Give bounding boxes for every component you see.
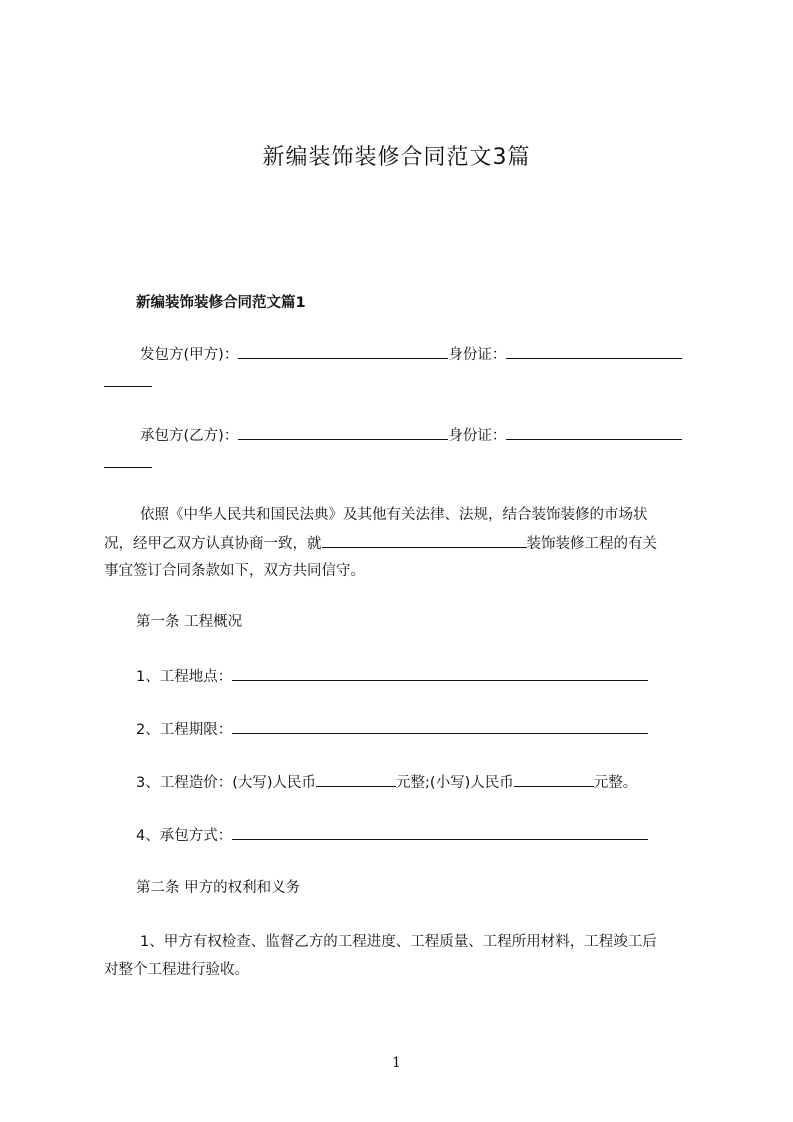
party-a-label: 发包方(甲方)： (140, 347, 239, 363)
article-2-item-1-line-1: 1、甲方有权检查、监督乙方的工程进度、工程质量、工程所用材料，工程竣工后 (140, 934, 657, 950)
party-b-id-blank (506, 425, 682, 440)
project-cost-suffix: 元整。 (593, 775, 638, 791)
cost-numeric-blank (514, 772, 594, 787)
party-a-name-blank (238, 344, 448, 359)
contract-method-label: 4、承包方式： (136, 828, 233, 844)
article-1-item-4 (136, 825, 648, 846)
preamble-line-2 (104, 533, 657, 554)
party-b-id-blank-cont (104, 453, 152, 474)
preamble-line-1: 依照《中华人民共和国民法典》及其他有关法律、法规，结合装饰装修的市场状 (140, 507, 648, 523)
project-location-blank (232, 666, 648, 681)
project-location-label: 1、工程地点： (136, 669, 233, 685)
party-a-id-label: 身份证： (448, 347, 507, 363)
contract-method-blank (232, 825, 648, 840)
section-heading: 新编装饰装修合同范文篇1 (136, 295, 306, 311)
party-b-name-blank (238, 425, 448, 440)
project-cost-prefix: 3、工程造价：(大写)人民币 (136, 775, 317, 791)
document-title: 新编装饰装修合同范文3篇 (262, 145, 531, 170)
party-b-line (140, 425, 682, 446)
article-1-title: 第一条 工程概况 (136, 614, 243, 630)
article-2-title: 第二条 甲方的权利和义务 (136, 880, 301, 896)
preamble-line-2-prefix: 况，经甲乙双方认真协商一致，就 (104, 536, 322, 552)
article-1-item-3 (136, 772, 637, 793)
cost-capital-blank (316, 772, 396, 787)
party-a-line (140, 344, 682, 365)
project-period-label: 2、工程期限： (136, 722, 233, 738)
article-1-item-1 (136, 666, 648, 687)
project-name-blank (322, 533, 527, 548)
preamble-line-2-suffix: 装饰装修工程的有关 (526, 536, 657, 552)
project-cost-mid: 元整;(小写)人民币 (396, 775, 514, 791)
preamble-line-3: 事宜签订合同条款如下，双方共同信守。 (104, 563, 365, 579)
page-number: 1 (392, 1055, 401, 1071)
article-2-item-1-line-2: 对整个工程进行验收。 (104, 962, 249, 978)
party-b-id-label: 身份证： (448, 428, 507, 444)
party-a-id-blank (506, 344, 682, 359)
project-period-blank (232, 719, 648, 734)
article-1-item-2 (136, 719, 648, 740)
party-a-id-blank-cont (104, 372, 152, 393)
party-b-label: 承包方(乙方)： (140, 428, 239, 444)
